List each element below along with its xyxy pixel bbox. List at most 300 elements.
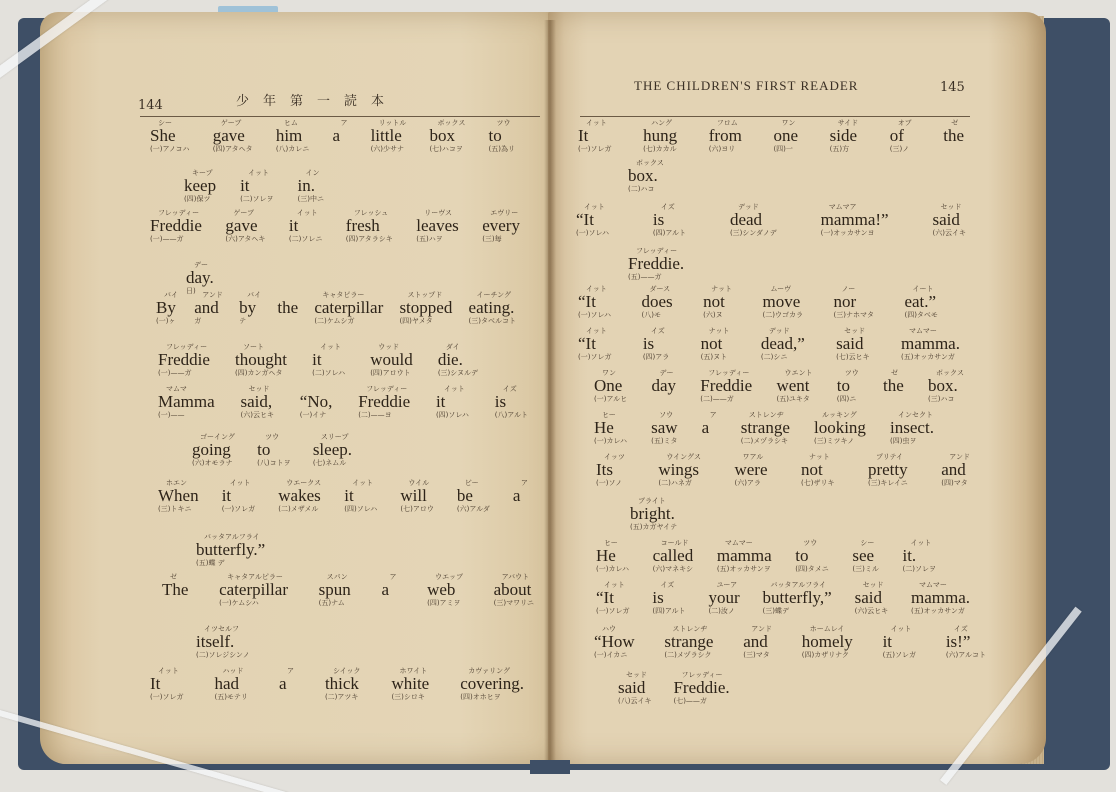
- english-word: white: [391, 674, 430, 693]
- annotated-word: [162, 573, 188, 608]
- word-reading: セッド: [626, 671, 647, 679]
- english-word: does: [641, 292, 673, 311]
- text-line: [192, 420, 352, 468]
- word-gloss: (三)ミツキノ: [813, 437, 855, 445]
- word-gloss: (一)ヶ: [156, 317, 176, 325]
- word-reading: ワン: [781, 119, 796, 127]
- word-gloss: (五)オッカサンガ: [910, 607, 965, 615]
- english-word: it: [288, 216, 299, 235]
- annotated-word: [494, 573, 534, 608]
- word-reading: ワアル: [742, 453, 764, 461]
- english-word: thought: [235, 350, 287, 369]
- english-word: from: [708, 126, 742, 145]
- english-word: fresh: [345, 216, 380, 235]
- english-word: “It: [578, 334, 596, 353]
- word-reading: キャタピラー: [322, 291, 365, 299]
- english-word: pretty: [867, 460, 908, 479]
- right-page-number: 145: [940, 80, 965, 95]
- english-word: Freddie: [358, 392, 411, 411]
- word-reading: デー: [659, 369, 674, 377]
- word-gloss: (二)メザメル: [278, 505, 319, 513]
- english-word: By: [156, 298, 176, 317]
- annotated-word: [279, 667, 294, 702]
- word-reading: ダース: [649, 285, 671, 293]
- word-reading: ゴーイング: [200, 433, 235, 441]
- word-reading: ツウ: [803, 539, 818, 547]
- english-word: She: [150, 126, 176, 145]
- annotated-word: [214, 667, 247, 702]
- english-word: be: [456, 486, 473, 505]
- word-reading: イズ: [660, 203, 675, 211]
- word-gloss: (二)ハコ: [628, 185, 655, 193]
- word-reading: イツセルフ: [204, 625, 239, 633]
- text-line: [158, 466, 528, 514]
- english-word: it: [882, 632, 893, 651]
- word-reading: ストップド: [407, 291, 443, 299]
- english-word: It: [578, 126, 589, 145]
- english-word: mamma.: [910, 588, 970, 607]
- word-gloss: (四)アルト: [652, 607, 686, 615]
- word-gloss: (七)云ヒキ: [836, 353, 870, 361]
- english-word: sleep.: [312, 440, 352, 459]
- word-reading: ブライト: [638, 497, 666, 505]
- annotated-word: [399, 291, 452, 326]
- english-word: went: [776, 376, 810, 395]
- english-word: little: [370, 126, 402, 145]
- english-word: said: [618, 678, 646, 697]
- english-word: He: [596, 546, 616, 565]
- word-gloss: (二)汝ノ: [708, 607, 735, 615]
- text-line: [158, 330, 478, 378]
- english-word: Freddie: [158, 350, 210, 369]
- word-gloss: (一)ソレガ: [150, 693, 184, 701]
- annotated-word: [239, 291, 261, 326]
- word-reading: フレッディー: [158, 209, 200, 217]
- word-gloss: (一)イナ: [299, 411, 327, 419]
- word-reading: ボックス: [636, 159, 664, 167]
- annotated-word: [802, 625, 853, 660]
- word-gloss: (四)ニ: [836, 395, 857, 403]
- word-gloss: (四)虫ヲ: [890, 437, 917, 445]
- word-reading: ゼ: [170, 573, 177, 581]
- word-gloss: (四)ヤメタ: [399, 317, 433, 325]
- english-word: it: [312, 350, 322, 369]
- annotated-word: [150, 119, 190, 154]
- word-gloss: (三)タベルコト: [468, 317, 516, 325]
- word-gloss: (四)ソレハ: [344, 505, 378, 513]
- annotated-word: [156, 291, 178, 326]
- english-word: of: [889, 126, 904, 145]
- word-reading: イット: [890, 625, 912, 633]
- annotated-word: [427, 573, 463, 608]
- word-reading: ホエン: [166, 479, 187, 487]
- word-gloss: (一)ソレガ: [578, 353, 612, 361]
- annotated-word: [855, 581, 888, 616]
- word-reading: オブ: [897, 119, 912, 127]
- annotated-word: [192, 433, 235, 468]
- word-reading: フロム: [716, 119, 738, 127]
- word-reading: ボックス: [437, 119, 466, 127]
- annotated-word: [763, 581, 832, 616]
- word-gloss: (一)アノコハ: [150, 145, 190, 153]
- left-page-number: 144: [138, 98, 163, 113]
- word-gloss: (三)ミル: [852, 565, 879, 573]
- word-gloss: (二)ソレジシンノ: [196, 651, 250, 659]
- word-reading: ア: [389, 573, 397, 581]
- word-gloss: (一)——ガ: [158, 369, 192, 377]
- english-word: “It: [596, 588, 614, 607]
- word-reading: イズ: [953, 625, 968, 633]
- word-reading: ビー: [464, 479, 479, 487]
- english-word: one: [773, 126, 798, 145]
- word-reading: イッツ: [604, 453, 625, 461]
- english-word: eat.”: [904, 292, 937, 311]
- word-reading: ユーア: [716, 581, 738, 589]
- word-gloss: (七)——ガ: [673, 697, 707, 705]
- word-reading: イン: [305, 169, 320, 177]
- word-gloss: (六)マネキシ: [652, 565, 694, 573]
- word-reading: ゼ: [951, 119, 959, 127]
- word-gloss: (六)云ヒキ: [240, 411, 274, 419]
- annotated-word: [652, 581, 685, 616]
- word-gloss: (一)カレハ: [594, 437, 627, 445]
- word-reading: インセクト: [898, 411, 934, 419]
- english-word: a: [381, 580, 389, 599]
- annotated-word: [371, 119, 407, 154]
- english-word: strange: [740, 418, 790, 437]
- english-word: about: [493, 580, 532, 599]
- annotated-word: [596, 453, 625, 488]
- text-line: [578, 314, 960, 362]
- word-gloss: (二)アツキ: [324, 693, 359, 701]
- word-reading: スパン: [326, 573, 348, 581]
- annotated-word: [289, 209, 322, 244]
- word-gloss: (三)シンダノデ: [729, 229, 777, 237]
- english-word: mamma!”: [820, 210, 889, 229]
- word-gloss: (二)ソレヲ: [240, 195, 274, 203]
- english-word: butterfly,”: [762, 588, 832, 607]
- annotated-word: [219, 573, 288, 608]
- word-reading: リーヴス: [424, 209, 453, 217]
- word-reading: ウエークス: [286, 479, 322, 487]
- word-gloss: (八)アルト: [494, 411, 528, 419]
- word-reading: イズ: [660, 581, 675, 589]
- annotated-word: [658, 453, 701, 488]
- english-word: Mamma: [158, 392, 215, 411]
- english-word: had: [214, 674, 240, 693]
- annotated-word: [469, 291, 516, 326]
- english-word: “It: [578, 292, 596, 311]
- annotated-word: [594, 625, 635, 660]
- annotated-word: [150, 667, 183, 702]
- annotated-word: [578, 119, 611, 154]
- english-word: said: [854, 588, 883, 607]
- word-reading: ウエッブ: [435, 573, 463, 581]
- english-word: box: [429, 126, 455, 145]
- word-gloss: (三)シヌルデ: [437, 369, 478, 377]
- word-reading: ア: [709, 411, 717, 419]
- annotated-word: [730, 203, 777, 238]
- word-gloss: (一)——ガ: [150, 235, 184, 243]
- english-word: web: [427, 580, 456, 599]
- word-gloss: (一)カレハ: [596, 565, 629, 573]
- annotated-word: [709, 119, 742, 154]
- word-reading: ウエント: [784, 369, 813, 377]
- word-gloss: (五)ソレガ: [882, 651, 917, 659]
- word-reading: ゲーブ: [220, 119, 242, 127]
- annotated-word: [314, 291, 383, 326]
- word-gloss: (三)ノ: [889, 145, 910, 153]
- english-word: going: [192, 440, 231, 459]
- english-word: He: [594, 418, 614, 437]
- english-word: is: [652, 210, 665, 229]
- word-gloss: (四)アラ: [642, 353, 670, 361]
- word-gloss: (三)蝶デ: [762, 607, 789, 615]
- word-reading: アンド: [949, 453, 970, 461]
- text-line: [618, 658, 758, 706]
- english-word: it.: [902, 546, 917, 565]
- annotated-word: [158, 385, 215, 420]
- word-gloss: (八)モ: [641, 311, 661, 319]
- word-gloss: (二)メヅラシク: [664, 651, 712, 659]
- word-gloss: (五)ハヲ: [416, 235, 443, 243]
- word-reading: ダイ: [445, 343, 460, 351]
- word-reading: フレッディー: [366, 385, 408, 393]
- english-word: to: [795, 546, 809, 565]
- english-word: it: [435, 392, 446, 411]
- text-line: [150, 654, 524, 702]
- annotated-word: [664, 625, 713, 660]
- word-reading: イット: [248, 169, 269, 177]
- word-reading: イット: [910, 539, 932, 547]
- word-gloss: (二)ケムシガ: [314, 317, 355, 325]
- word-gloss: ガ: [194, 317, 202, 325]
- english-word: said,: [240, 392, 273, 411]
- word-reading: アンド: [751, 625, 772, 633]
- word-gloss: (三)ハコ: [928, 395, 955, 403]
- word-reading: アバウト: [501, 573, 530, 581]
- word-reading: イズ: [650, 327, 665, 335]
- word-reading: マムマア: [828, 203, 857, 211]
- word-reading: ゼ: [891, 369, 898, 377]
- text-line: [596, 526, 936, 574]
- word-gloss: (二)シニ: [760, 353, 788, 361]
- annotated-word: [489, 119, 515, 154]
- annotated-word: [890, 119, 912, 154]
- word-gloss: (一)アルヒ: [594, 395, 628, 403]
- word-reading: コールド: [660, 539, 689, 547]
- book-spine: [530, 760, 570, 774]
- annotated-word: [300, 385, 333, 420]
- word-gloss: (一)ソレガ: [596, 607, 630, 615]
- english-word: stopped: [399, 298, 453, 317]
- english-word: the: [277, 298, 299, 317]
- word-gloss: (五)——ガ: [628, 273, 662, 281]
- word-reading: ストレンヂ: [672, 625, 708, 633]
- word-gloss: (四)マタ: [941, 479, 968, 487]
- english-word: die.: [437, 350, 463, 369]
- english-word: the: [943, 126, 964, 145]
- word-gloss: (一)ケムシハ: [219, 599, 259, 607]
- text-line: [162, 560, 534, 608]
- word-gloss: (三)シロキ: [391, 693, 425, 701]
- word-reading: イーチング: [476, 291, 512, 299]
- word-gloss: (八)云イキ: [618, 697, 652, 705]
- word-reading: ウイングス: [666, 453, 701, 461]
- word-gloss: (六)アルコト: [945, 651, 986, 659]
- word-gloss: (三)中ニ: [297, 195, 324, 203]
- word-gloss: (六)少サナ: [370, 145, 405, 153]
- word-reading: イット: [586, 327, 607, 335]
- word-gloss: (四)アタラシキ: [345, 235, 393, 243]
- word-reading: ボックス: [936, 369, 964, 377]
- english-word: hung: [643, 126, 678, 145]
- word-reading: フレッディー: [636, 247, 678, 255]
- word-reading: デー: [194, 261, 208, 269]
- english-word: a: [512, 486, 521, 505]
- word-reading: イット: [604, 581, 625, 589]
- annotated-word: [240, 385, 273, 420]
- text-line: [158, 372, 528, 420]
- annotated-word: [381, 573, 396, 608]
- word-gloss: (六)云イキ: [932, 229, 966, 237]
- word-gloss: (四)カンガヘタ: [235, 369, 283, 377]
- word-gloss: (二)ソレヲ: [902, 565, 936, 573]
- annotated-word: [495, 385, 528, 420]
- text-line: [576, 190, 966, 238]
- annotated-word: [708, 581, 739, 616]
- word-reading: ムーヴ: [770, 285, 792, 293]
- word-reading: デッド: [768, 327, 790, 335]
- annotated-word: [257, 433, 290, 468]
- word-gloss: (二)——ガ: [700, 395, 734, 403]
- english-word: a: [278, 674, 287, 693]
- english-word: covering.: [460, 674, 524, 693]
- english-word: It: [150, 674, 161, 693]
- english-word: to: [257, 440, 271, 459]
- word-gloss: (五)ナム: [318, 599, 345, 607]
- english-word: would: [370, 350, 413, 369]
- english-word: is: [642, 334, 655, 353]
- english-word: and: [941, 460, 966, 479]
- annotated-word: [943, 119, 964, 154]
- word-gloss: (二)メヅラシキ: [740, 437, 789, 445]
- word-gloss: (八)カレニ: [275, 145, 310, 153]
- word-gloss: (七)アロウ: [400, 505, 434, 513]
- word-reading: ソート: [243, 343, 265, 351]
- word-reading: アンド: [202, 291, 223, 299]
- english-word: will: [400, 486, 427, 505]
- word-gloss: (七)ハコヲ: [429, 145, 463, 153]
- english-word: Freddie.: [673, 678, 730, 697]
- annotated-word: [436, 385, 469, 420]
- word-reading: ホームレイ: [809, 625, 845, 633]
- left-running-head: 少年第一読本: [236, 94, 399, 109]
- annotated-word: [596, 581, 629, 616]
- english-word: insect.: [890, 418, 934, 437]
- annotated-word: [911, 581, 970, 616]
- word-reading: ウイル: [408, 479, 430, 487]
- annotated-word: [868, 453, 908, 488]
- annotated-word: [278, 479, 321, 514]
- word-reading: イット: [586, 119, 607, 127]
- english-word: itself.: [196, 632, 235, 651]
- word-gloss: (六)ヌ: [703, 311, 723, 319]
- word-reading: ア: [340, 119, 348, 127]
- english-word: and: [743, 632, 768, 651]
- word-gloss: (七)カカル: [643, 145, 677, 153]
- book-gutter: [544, 20, 556, 762]
- english-word: not: [700, 334, 723, 353]
- english-word: not: [801, 460, 823, 479]
- word-gloss: (三)ナホマタ: [833, 311, 874, 319]
- word-reading: ア: [520, 479, 528, 487]
- word-gloss: (五)モテリ: [214, 693, 248, 701]
- annotated-word: [313, 433, 352, 468]
- word-gloss: (一)ソノ: [596, 479, 623, 487]
- word-gloss: (四)タベモ: [904, 311, 938, 319]
- word-reading: ホワイト: [399, 667, 428, 675]
- word-reading: フレッディー: [166, 343, 208, 351]
- word-reading: ナット: [711, 285, 733, 293]
- word-reading: ルッキング: [821, 411, 857, 419]
- english-word: to: [836, 376, 850, 395]
- word-reading: ナット: [809, 453, 830, 461]
- word-reading: バッタアルフライ: [770, 581, 827, 589]
- word-gloss: (二)ソレハ: [312, 369, 346, 377]
- word-gloss: (四)アタヘタ: [212, 145, 253, 153]
- annotated-word: [277, 291, 298, 326]
- word-gloss: (三)マワリニ: [493, 599, 534, 607]
- english-word: butterfly.”: [196, 540, 266, 559]
- word-gloss: (一)オッカサンヨ: [820, 229, 875, 237]
- word-gloss: (五)カガヤイテ: [630, 523, 678, 531]
- word-gloss: (一)ソレガ: [578, 145, 612, 153]
- english-word: nor: [833, 292, 857, 311]
- word-reading: プリテイ: [875, 453, 904, 461]
- word-reading: ヒム: [283, 119, 298, 127]
- annotated-word: [429, 119, 465, 154]
- word-reading: フレッシュ: [353, 209, 389, 217]
- text-line: [630, 484, 720, 532]
- english-word: your: [708, 588, 740, 607]
- english-word: it: [221, 486, 232, 505]
- word-reading: ソウ: [659, 411, 674, 419]
- word-gloss: (五)ヌト: [700, 353, 728, 361]
- word-gloss: (六)オモラナ: [192, 459, 233, 467]
- word-reading: ヒー: [602, 411, 616, 419]
- word-gloss: (四)一: [773, 145, 793, 153]
- right-running-head: THE CHILDREN'S FIRST READER: [634, 78, 859, 93]
- word-reading: イート: [912, 285, 934, 293]
- annotated-word: [460, 667, 524, 702]
- english-word: thick: [324, 674, 359, 693]
- annotated-word: [821, 203, 889, 238]
- word-gloss: 日): [186, 287, 196, 295]
- word-gloss: (五)蝶 デ: [196, 559, 225, 567]
- text-line: [594, 612, 986, 660]
- word-gloss: (五)為リ: [488, 145, 515, 153]
- word-gloss: (三)キレイニ: [867, 479, 908, 487]
- word-reading: カヴァリング: [468, 667, 511, 675]
- english-word: leaves: [416, 216, 459, 235]
- text-line: [596, 568, 970, 616]
- english-word: every: [482, 216, 520, 235]
- annotated-word: [325, 667, 361, 702]
- annotated-word: [358, 385, 410, 420]
- annotated-word: [194, 291, 223, 326]
- english-word: “It: [576, 210, 594, 229]
